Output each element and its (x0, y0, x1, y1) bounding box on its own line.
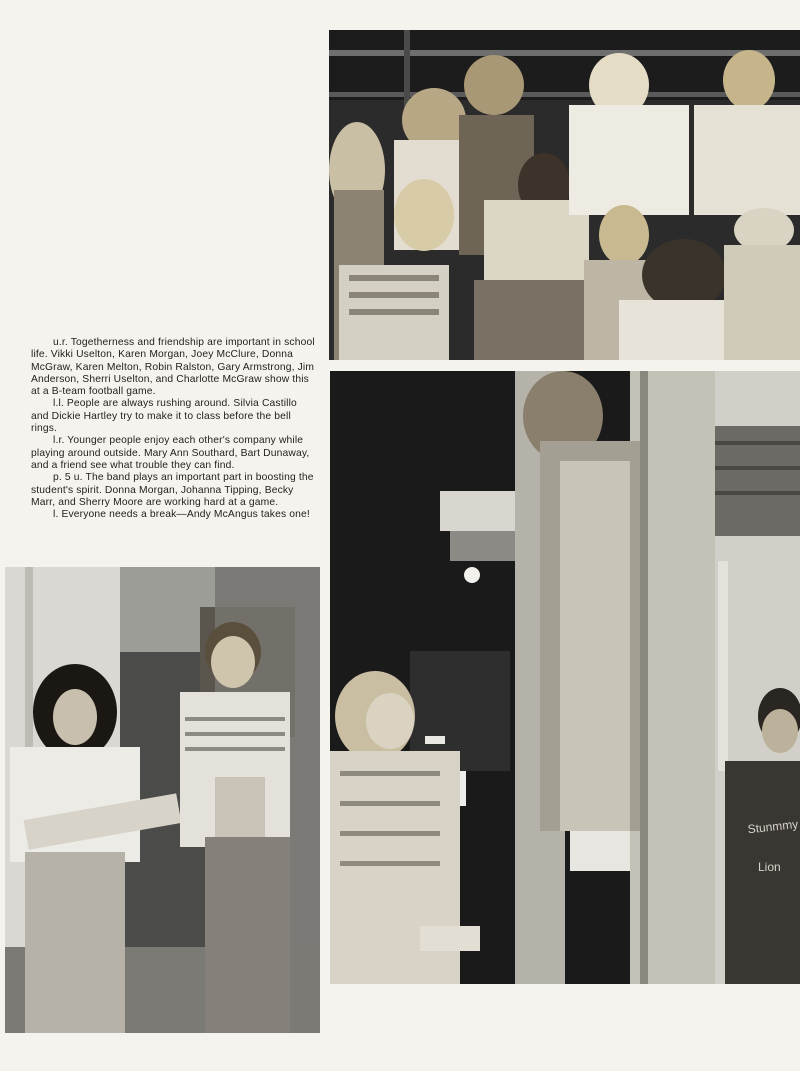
caption-lower-right: l.r. Younger people enjoy each other's company while playing around outside. Mary Ann Southard, Bart Dunaway, and a friend see what trouble they can find. (31, 435, 310, 471)
photo-hallway-students (5, 567, 320, 1033)
photo-hallway-students-image (5, 567, 320, 1033)
photo-captions (31, 337, 316, 521)
photo-group-bleachers (329, 30, 800, 360)
shirt-print-top: Stunmmy (746, 817, 799, 837)
photo-children-night (330, 371, 800, 984)
photo-group-bleachers-image (329, 30, 800, 360)
caption-page5-lower: l. Everyone needs a break—Andy McAngus takes one! (53, 509, 310, 521)
caption-page5-upper: p. 5 u. The band plays an important part in boosting the student's spirit. Donna Morgan, Johanna Tipping, Becky Marr, and Sherry Moore are working hard at a game. (31, 472, 314, 508)
caption-upper-right: u.r. Togetherness and friendship are important in school life. Vikki Uselton, Karen Morgan, Joey McClure, Donna McGraw, Karen Melton, Robin Ralston, Gary Armstrong, Jim Anderson, Sherri Uselton, and Charlotte McGraw show this at a B-team football game. (31, 337, 315, 398)
photo-children-night-image (330, 371, 800, 984)
caption-lower-left: l.l. People are always rushing around. Silvia Castillo and Dickie Hartley try to make it to class before the bell rings. (31, 398, 297, 435)
shirt-print-bottom: Lion (758, 860, 781, 874)
